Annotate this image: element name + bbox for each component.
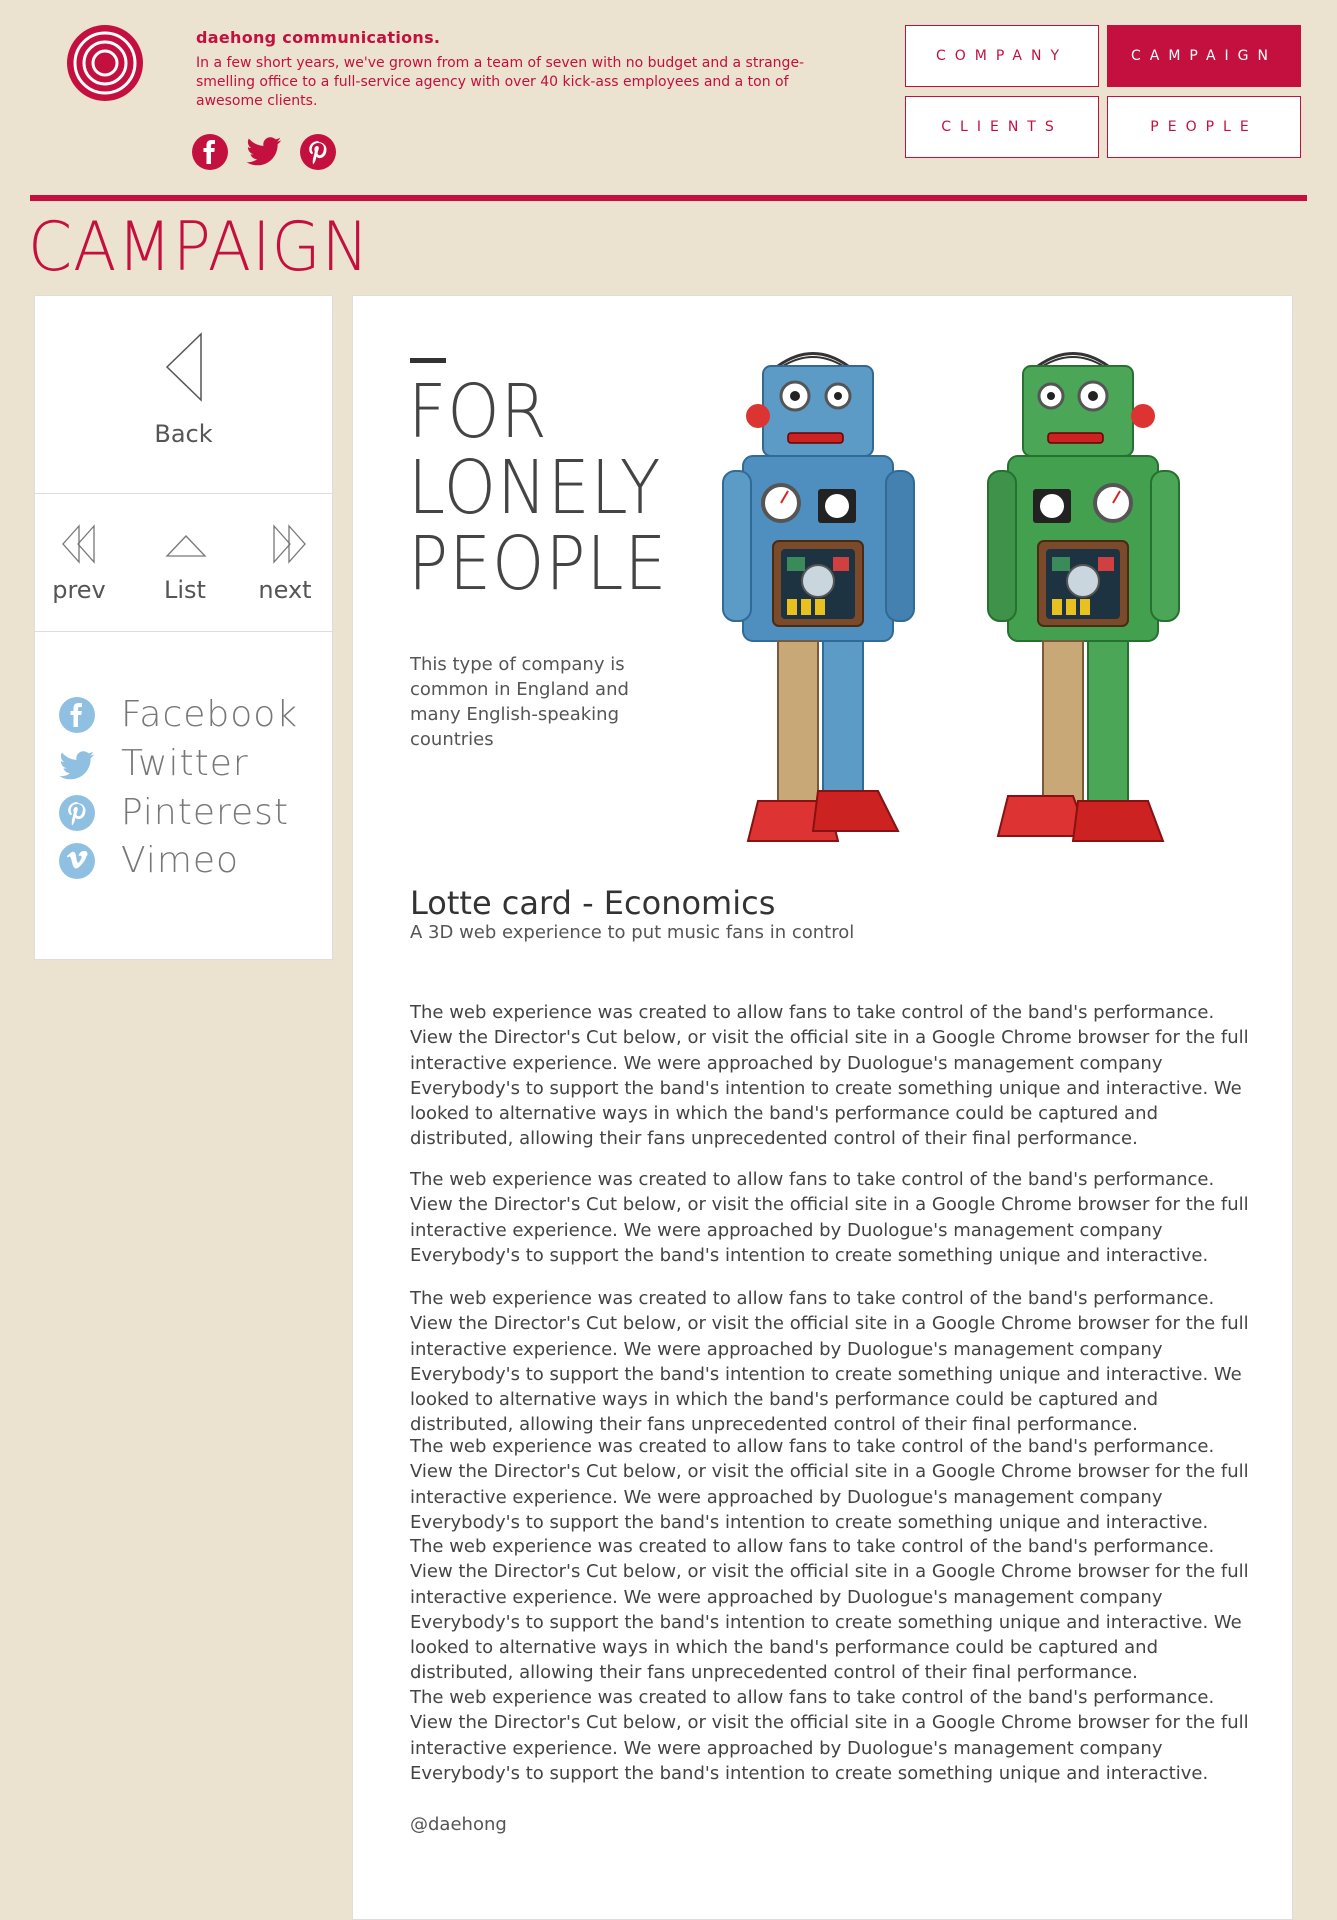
green-robot (988, 354, 1179, 842)
share-vimeo[interactable] (59, 840, 239, 881)
facebook-icon (59, 697, 95, 733)
prev-button[interactable] (35, 494, 135, 632)
body-paragraph: The web experience was created to allow fans to take control of the band's performance. View the Director's Cut below, or visit the official site in a Google Chrome browser for the full interactive experience. We were approached by Duologue's management company Everybody's to support the band's intention to create something unique and interactive. (410, 1169, 1249, 1266)
header-divider (30, 195, 1307, 201)
article-subhead: This type of company is common in England and many English-speaking countries (410, 654, 629, 750)
nav-clients-button[interactable]: CLIENTS (905, 96, 1099, 158)
sidebar (34, 295, 333, 960)
twitter-label: Twitter (121, 743, 249, 784)
twitter-icon (59, 746, 95, 782)
article-headline (408, 369, 688, 607)
article-panel (352, 295, 1293, 1920)
project-navigation (35, 494, 332, 632)
project-title: Lotte card - Economics (410, 884, 776, 922)
facebook-icon[interactable] (192, 134, 228, 170)
brand-name: daehong communications. (196, 28, 441, 47)
body-paragraph: The web experience was created to allow fans to take control of the band's performance. View the Director's Cut below, or visit the official site in a Google Chrome browser for the full interactive experience. We were approached by Duologue's management company Everybody's to support the band's intention to create something unique and interactive. (410, 1687, 1249, 1784)
headline-dash (410, 358, 446, 363)
brand-description: In a few short years, we've grown from a team of seven with no budget and a strange-smelling office to a full-service agency with over 40 kick-ass employees and a ton of awesome clients. (196, 55, 805, 109)
twitter-handle-link[interactable]: @daehong (410, 1814, 507, 1835)
next-button[interactable] (235, 494, 335, 632)
headline-line: LONELY (408, 445, 662, 531)
header-social-links (192, 134, 336, 170)
robots-illustration (703, 341, 1263, 871)
body-paragraph: The web experience was created to allow fans to take control of the band's performance. View the Director's Cut below, or visit the official site in a Google Chrome browser for the full interactive experience. We were approached by Duologue's management company Everybody's to support the band's intention to create something unique and interactive. We looked to alternative ways in which the band's performance could be captured and distributed, allowing their fans unprecedented control of their final performance. (410, 1536, 1249, 1684)
chevron-up-icon (165, 534, 207, 558)
body-paragraph: The web experience was created to allow fans to take control of the band's performance. View the Director's Cut below, or visit the official site in a Google Chrome browser for the full interactive experience. We were approached by Duologue's management company Everybody's to support the band's intention to create something unique and interactive. We looked to alternative ways in which the band's performance could be captured and distributed, allowing their fans unprecedented control of their final performance. (410, 1002, 1249, 1150)
next-label: next (258, 576, 312, 604)
list-button[interactable] (135, 494, 235, 632)
nav-people-button[interactable]: PEOPLE (1107, 96, 1301, 158)
prev-label: prev (52, 576, 106, 604)
double-chevron-left-icon (61, 524, 97, 564)
headline-line: FOR (408, 369, 548, 455)
facebook-label: Facebook (121, 694, 299, 735)
share-pinterest[interactable] (59, 792, 289, 833)
list-label: List (164, 576, 206, 604)
vimeo-icon (59, 843, 95, 879)
blue-robot (723, 354, 914, 842)
vimeo-label: Vimeo (121, 840, 240, 881)
body-paragraph: The web experience was created to allow fans to take control of the band's performance. View the Director's Cut below, or visit the official site in a Google Chrome browser for the full interactive experience. We were approached by Duologue's management company Everybody's to support the band's intention to create something unique and interactive. (410, 1436, 1249, 1533)
share-twitter[interactable] (59, 743, 249, 784)
back-label: Back (154, 420, 213, 448)
daehong-logo[interactable] (66, 24, 144, 102)
double-chevron-right-icon (271, 524, 307, 564)
pinterest-icon (59, 795, 95, 831)
body-paragraph: The web experience was created to allow fans to take control of the band's performance. View the Director's Cut below, or visit the official site in a Google Chrome browser for the full interactive experience. We were approached by Duologue's management company Everybody's to support the band's intention to create something unique and interactive. We looked to alternative ways in which the band's performance could be captured and distributed, allowing their fans unprecedented control of their final performance. (410, 1288, 1249, 1436)
pinterest-label: Pinterest (121, 792, 290, 833)
nav-campaign-button[interactable]: CAMPAIGN (1107, 25, 1301, 87)
share-facebook[interactable] (59, 694, 298, 735)
project-subtitle: A 3D web experience to put music fans in control (410, 922, 855, 943)
headline-line: PEOPLE (408, 521, 668, 607)
pinterest-icon[interactable] (300, 134, 336, 170)
back-button[interactable] (35, 296, 332, 494)
page-title: CAMPAIGN (28, 208, 370, 287)
back-arrow-icon (165, 332, 203, 402)
twitter-icon[interactable] (246, 134, 282, 170)
nav-company-button[interactable]: COMPANY (905, 25, 1099, 87)
